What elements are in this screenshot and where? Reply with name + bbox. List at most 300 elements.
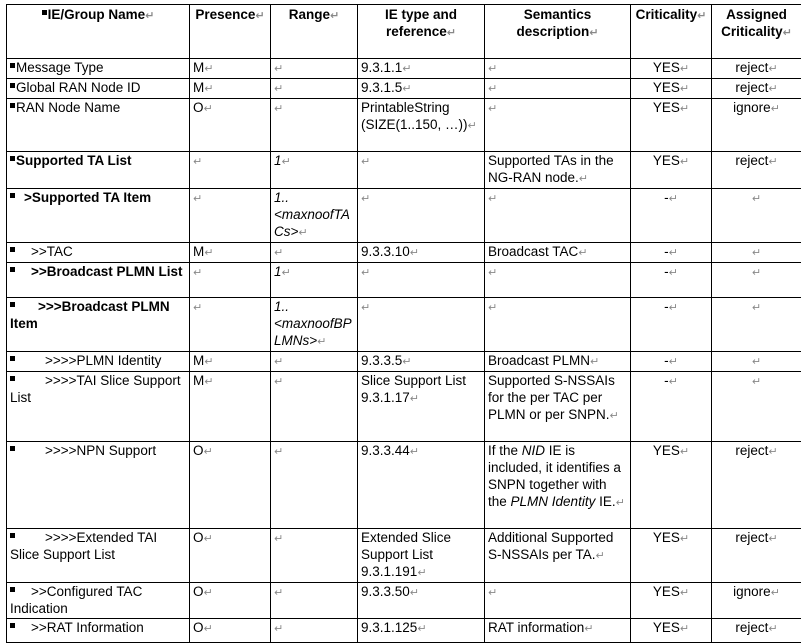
cell-criticality (631, 263, 712, 298)
paragraph-mark-icon: ↵ (783, 27, 792, 39)
paragraph-mark-icon: ↵ (330, 10, 339, 22)
cell-semantics (485, 372, 631, 442)
paragraph-mark-icon: ↵ (589, 27, 598, 39)
type-text: 9.3.3.50 (361, 584, 410, 599)
table-row (7, 529, 801, 583)
range-text: 1..<maxnoofBPLMNs> (274, 299, 352, 348)
paragraph-mark-icon: ↵ (680, 103, 689, 115)
cell-assigned (712, 152, 801, 189)
table-row (7, 59, 801, 79)
header-criticality (631, 5, 712, 59)
paragraph-mark-icon: ↵ (680, 63, 689, 75)
cell-assigned (712, 372, 801, 442)
cell-type (358, 583, 485, 619)
table-header-row (7, 5, 801, 59)
paragraph-mark-icon: ↵ (361, 302, 370, 314)
paragraph-mark-icon: ↵ (768, 533, 777, 545)
presence-text: M (193, 80, 204, 95)
paragraph-mark-icon: ↵ (669, 302, 678, 314)
paragraph-mark-icon: ↵ (584, 623, 593, 635)
cell-range (271, 99, 358, 152)
cell-type (358, 442, 485, 529)
cell-semantics (485, 583, 631, 619)
table-row (7, 372, 801, 442)
ie-name-text: >>>>TAI Slice Support List (10, 373, 181, 405)
paragraph-mark-icon: ↵ (274, 376, 283, 388)
bullet-square-icon (10, 587, 15, 592)
assigned-text: reject (735, 80, 768, 95)
cell-type (358, 372, 485, 442)
cell-range (271, 583, 358, 619)
criticality-text: YES (653, 584, 680, 599)
type-text: 9.3.1.1 (361, 60, 402, 75)
type-text: 9.3.3.44 (361, 443, 410, 458)
paragraph-mark-icon: ↵ (361, 193, 370, 205)
presence-text: O (193, 100, 204, 115)
paragraph-mark-icon: ↵ (752, 302, 761, 314)
cell-criticality (631, 59, 712, 79)
paragraph-mark-icon: ↵ (596, 550, 605, 562)
paragraph-mark-icon: ↵ (204, 103, 213, 115)
cell-semantics (485, 99, 631, 152)
paragraph-mark-icon: ↵ (361, 267, 370, 279)
semantics-text: RAT information (488, 620, 584, 635)
cell-assigned (712, 79, 801, 99)
paragraph-mark-icon: ↵ (204, 376, 213, 388)
criticality-text: YES (653, 443, 680, 458)
semantics-text-part: IE. (595, 494, 615, 509)
assigned-text: reject (735, 530, 768, 545)
cell-presence (190, 352, 271, 372)
cell-semantics (485, 263, 631, 298)
paragraph-mark-icon: ↵ (680, 446, 689, 458)
paragraph-mark-icon: ↵ (447, 27, 456, 39)
ie-name-text: >>Broadcast PLMN List (31, 264, 183, 279)
cell-range (271, 189, 358, 243)
type-text: Extended Slice Support List 9.3.1.191 (361, 530, 451, 579)
semantics-text-part: IE is included, it identifies a SNPN together with the (488, 443, 621, 509)
paragraph-mark-icon: ↵ (488, 587, 497, 599)
criticality-text: - (664, 299, 669, 314)
criticality-text: - (664, 190, 669, 205)
presence-text: O (193, 443, 204, 458)
presence-text: O (193, 584, 204, 599)
paragraph-mark-icon: ↵ (274, 63, 283, 75)
bullet-square-icon (42, 10, 47, 15)
paragraph-mark-icon: ↵ (274, 587, 283, 599)
presence-text: O (193, 530, 204, 545)
cell-assigned (712, 263, 801, 298)
paragraph-mark-icon: ↵ (274, 533, 283, 545)
cell-ie-name (7, 243, 190, 263)
paragraph-mark-icon: ↵ (417, 567, 426, 579)
bullet-square-icon (10, 103, 15, 108)
ie-definition-table (6, 4, 801, 643)
paragraph-mark-icon: ↵ (204, 623, 213, 635)
paragraph-mark-icon: ↵ (274, 103, 283, 115)
ie-name-text: >>TAC (31, 244, 73, 259)
ie-name-text: >>RAT Information (31, 620, 144, 635)
paragraph-mark-icon: ↵ (768, 156, 777, 168)
table-row (7, 583, 801, 619)
paragraph-mark-icon: ↵ (771, 103, 780, 115)
cell-presence (190, 189, 271, 243)
paragraph-mark-icon: ↵ (204, 446, 213, 458)
range-text: 1..<maxnoofTACs> (274, 190, 350, 239)
cell-ie-name (7, 372, 190, 442)
cell-range (271, 442, 358, 529)
paragraph-mark-icon: ↵ (768, 446, 777, 458)
cell-range (271, 79, 358, 99)
header-range (271, 5, 358, 59)
cell-ie-name (7, 298, 190, 352)
cell-type (358, 79, 485, 99)
paragraph-mark-icon: ↵ (410, 393, 419, 405)
cell-semantics (485, 442, 631, 529)
cell-semantics (485, 79, 631, 99)
semantics-text: Additional Supported S-NSSAIs per TA. (488, 530, 613, 562)
semantics-text: Supported TAs in the NG-RAN node. (488, 153, 614, 185)
cell-presence (190, 243, 271, 263)
header-label: Presence (195, 7, 255, 22)
paragraph-mark-icon: ↵ (488, 63, 497, 75)
cell-semantics (485, 152, 631, 189)
cell-assigned (712, 352, 801, 372)
ie-name-text: >>>Broadcast PLMN Item (10, 299, 170, 331)
paragraph-mark-icon: ↵ (410, 446, 419, 458)
paragraph-mark-icon: ↵ (282, 156, 291, 168)
cell-presence (190, 372, 271, 442)
criticality-text: YES (653, 153, 680, 168)
cell-semantics (485, 189, 631, 243)
presence-text: M (193, 60, 204, 75)
ie-name-text: >>>>Extended TAI Slice Support List (10, 530, 157, 562)
ie-name-text: Global RAN Node ID (16, 80, 141, 95)
cell-range (271, 263, 358, 298)
paragraph-mark-icon: ↵ (669, 247, 678, 259)
bullet-square-icon (10, 446, 15, 451)
cell-type (358, 619, 485, 643)
cell-type (358, 298, 485, 352)
paragraph-mark-icon: ↵ (282, 267, 291, 279)
cell-ie-name (7, 352, 190, 372)
table-row (7, 243, 801, 263)
cell-criticality (631, 298, 712, 352)
cell-presence (190, 298, 271, 352)
paragraph-mark-icon: ↵ (274, 83, 283, 95)
presence-text: O (193, 620, 204, 635)
ie-name-text: >>>>PLMN Identity (45, 353, 161, 368)
assigned-text: reject (735, 60, 768, 75)
cell-ie-name (7, 583, 190, 619)
cell-assigned (712, 529, 801, 583)
type-text: 9.3.1.5 (361, 80, 402, 95)
paragraph-mark-icon: ↵ (204, 356, 213, 368)
header-label: IE/Group Name (48, 7, 146, 22)
paragraph-mark-icon: ↵ (771, 587, 780, 599)
cell-criticality (631, 619, 712, 643)
type-text: PrintableString (SIZE(1..150, …)) (361, 100, 468, 132)
cell-semantics (485, 352, 631, 372)
ie-name-text: Supported TA List (16, 153, 132, 168)
cell-ie-name (7, 189, 190, 243)
paragraph-mark-icon: ↵ (590, 356, 599, 368)
cell-ie-name (7, 59, 190, 79)
paragraph-mark-icon: ↵ (410, 247, 419, 259)
paragraph-mark-icon: ↵ (768, 83, 777, 95)
paragraph-mark-icon: ↵ (468, 120, 477, 132)
bullet-square-icon (10, 376, 15, 381)
bullet-square-icon (10, 267, 15, 272)
cell-semantics (485, 298, 631, 352)
paragraph-mark-icon: ↵ (752, 356, 761, 368)
bullet-square-icon (10, 156, 15, 161)
assigned-text: ignore (733, 584, 771, 599)
cell-range (271, 372, 358, 442)
paragraph-mark-icon: ↵ (680, 533, 689, 545)
semantics-text: Supported S-NSSAIs for the per TAC per PLMN or per SNPN. (488, 373, 615, 422)
cell-type (358, 529, 485, 583)
cell-presence (190, 263, 271, 298)
semantics-text: Broadcast TAC (488, 244, 578, 259)
type-text: 9.3.1.125 (361, 620, 417, 635)
cell-range (271, 529, 358, 583)
cell-range (271, 59, 358, 79)
cell-ie-name (7, 79, 190, 99)
paragraph-mark-icon: ↵ (317, 336, 326, 348)
paragraph-mark-icon: ↵ (579, 173, 588, 185)
cell-presence (190, 99, 271, 152)
paragraph-mark-icon: ↵ (488, 302, 497, 314)
criticality-text: - (664, 264, 669, 279)
paragraph-mark-icon: ↵ (578, 247, 587, 259)
cell-type (358, 59, 485, 79)
paragraph-mark-icon: ↵ (274, 623, 283, 635)
paragraph-mark-icon: ↵ (752, 376, 761, 388)
paragraph-mark-icon: ↵ (145, 10, 154, 22)
cell-range (271, 152, 358, 189)
paragraph-mark-icon: ↵ (488, 267, 497, 279)
cell-type (358, 243, 485, 263)
paragraph-mark-icon: ↵ (193, 267, 202, 279)
criticality-text: YES (653, 60, 680, 75)
type-text: 9.3.3.5 (361, 353, 402, 368)
paragraph-mark-icon: ↵ (255, 10, 264, 22)
paragraph-mark-icon: ↵ (669, 267, 678, 279)
paragraph-mark-icon: ↵ (488, 103, 497, 115)
table-row (7, 99, 801, 152)
table-row (7, 352, 801, 372)
paragraph-mark-icon: ↵ (488, 83, 497, 95)
cell-criticality (631, 372, 712, 442)
paragraph-mark-icon: ↵ (697, 10, 706, 22)
paragraph-mark-icon: ↵ (669, 356, 678, 368)
paragraph-mark-icon: ↵ (417, 623, 426, 635)
cell-semantics (485, 529, 631, 583)
cell-range (271, 298, 358, 352)
criticality-text: - (664, 353, 669, 368)
paragraph-mark-icon: ↵ (193, 302, 202, 314)
cell-ie-name (7, 263, 190, 298)
paragraph-mark-icon: ↵ (193, 193, 202, 205)
assigned-text: reject (735, 153, 768, 168)
cell-semantics (485, 243, 631, 263)
paragraph-mark-icon: ↵ (610, 410, 619, 422)
bullet-square-icon (10, 247, 15, 252)
header-semantics (485, 5, 631, 59)
presence-text: M (193, 373, 204, 388)
cell-assigned (712, 583, 801, 619)
semantics-text-part: NID (522, 443, 545, 458)
table-row (7, 263, 801, 298)
paragraph-mark-icon: ↵ (680, 587, 689, 599)
paragraph-mark-icon: ↵ (616, 497, 625, 509)
cell-presence (190, 152, 271, 189)
cell-range (271, 352, 358, 372)
paragraph-mark-icon: ↵ (488, 193, 497, 205)
bullet-square-icon (10, 302, 15, 307)
header-label: Criticality (636, 7, 698, 22)
cell-ie-name (7, 152, 190, 189)
bullet-square-icon (10, 63, 15, 68)
assigned-text: ignore (733, 100, 771, 115)
paragraph-mark-icon: ↵ (204, 587, 213, 599)
table-row (7, 442, 801, 529)
cell-assigned (712, 442, 801, 529)
semantics-text-part: If the (488, 443, 522, 458)
cell-type (358, 189, 485, 243)
header-name (7, 5, 190, 59)
range-text: 1 (274, 264, 282, 279)
range-text: 1 (274, 153, 282, 168)
cell-criticality (631, 189, 712, 243)
criticality-text: YES (653, 620, 680, 635)
paragraph-mark-icon: ↵ (361, 156, 370, 168)
ie-name-text: >>Configured TAC Indication (10, 584, 142, 616)
cell-assigned (712, 243, 801, 263)
cell-type (358, 352, 485, 372)
cell-criticality (631, 352, 712, 372)
cell-type (358, 263, 485, 298)
assigned-text: reject (735, 620, 768, 635)
bullet-square-icon (10, 533, 15, 538)
criticality-text: YES (653, 100, 680, 115)
paragraph-mark-icon: ↵ (204, 83, 213, 95)
cell-range (271, 243, 358, 263)
paragraph-mark-icon: ↵ (193, 156, 202, 168)
bullet-square-icon (10, 623, 15, 628)
header-presence (190, 5, 271, 59)
type-text: 9.3.3.10 (361, 244, 410, 259)
cell-criticality (631, 243, 712, 263)
paragraph-mark-icon: ↵ (402, 356, 411, 368)
header-type (358, 5, 485, 59)
paragraph-mark-icon: ↵ (298, 227, 307, 239)
cell-ie-name (7, 619, 190, 643)
table-row (7, 189, 801, 243)
paragraph-mark-icon: ↵ (410, 587, 419, 599)
ie-name-text: Message Type (16, 60, 104, 75)
cell-presence (190, 529, 271, 583)
criticality-text: YES (653, 80, 680, 95)
paragraph-mark-icon: ↵ (768, 623, 777, 635)
cell-range (271, 619, 358, 643)
cell-semantics (485, 619, 631, 643)
cell-assigned (712, 619, 801, 643)
paragraph-mark-icon: ↵ (752, 247, 761, 259)
cell-ie-name (7, 442, 190, 529)
cell-criticality (631, 583, 712, 619)
cell-semantics (485, 59, 631, 79)
paragraph-mark-icon: ↵ (669, 193, 678, 205)
cell-criticality (631, 442, 712, 529)
table-row (7, 79, 801, 99)
cell-assigned (712, 59, 801, 79)
cell-criticality (631, 79, 712, 99)
paragraph-mark-icon: ↵ (402, 63, 411, 75)
paragraph-mark-icon: ↵ (204, 63, 213, 75)
paragraph-mark-icon: ↵ (274, 356, 283, 368)
paragraph-mark-icon: ↵ (274, 247, 283, 259)
header-label: Semantics description (517, 7, 592, 39)
paragraph-mark-icon: ↵ (204, 533, 213, 545)
cell-ie-name (7, 529, 190, 583)
ie-name-text: RAN Node Name (16, 100, 120, 115)
cell-assigned (712, 189, 801, 243)
paragraph-mark-icon: ↵ (402, 83, 411, 95)
type-text: Slice Support List 9.3.1.17 (361, 373, 466, 405)
cell-type (358, 99, 485, 152)
cell-presence (190, 583, 271, 619)
paragraph-mark-icon: ↵ (752, 267, 761, 279)
paragraph-mark-icon: ↵ (680, 623, 689, 635)
semantics-text: Broadcast PLMN (488, 353, 590, 368)
paragraph-mark-icon: ↵ (669, 376, 678, 388)
cell-presence (190, 79, 271, 99)
cell-assigned (712, 99, 801, 152)
cell-presence (190, 442, 271, 529)
header-label: Assigned Criticality (721, 7, 787, 39)
assigned-text: reject (735, 443, 768, 458)
bullet-square-icon (10, 193, 15, 198)
cell-ie-name (7, 99, 190, 152)
bullet-square-icon (10, 83, 15, 88)
table-row (7, 152, 801, 189)
cell-criticality (631, 99, 712, 152)
criticality-text: - (664, 244, 669, 259)
table-body (7, 59, 801, 643)
cell-criticality (631, 152, 712, 189)
paragraph-mark-icon: ↵ (680, 83, 689, 95)
header-assigned (712, 5, 801, 59)
cell-presence (190, 619, 271, 643)
ie-name-text: >Supported TA Item (24, 190, 151, 205)
paragraph-mark-icon: ↵ (680, 156, 689, 168)
bullet-square-icon (10, 356, 15, 361)
table-row (7, 619, 801, 643)
cell-type (358, 152, 485, 189)
paragraph-mark-icon: ↵ (204, 247, 213, 259)
paragraph-mark-icon: ↵ (752, 193, 761, 205)
criticality-text: - (664, 373, 669, 388)
presence-text: M (193, 353, 204, 368)
paragraph-mark-icon: ↵ (768, 63, 777, 75)
paragraph-mark-icon: ↵ (274, 446, 283, 458)
header-label: IE type and reference (385, 7, 457, 39)
ie-name-text: >>>>NPN Support (45, 443, 156, 458)
cell-criticality (631, 529, 712, 583)
criticality-text: YES (653, 530, 680, 545)
